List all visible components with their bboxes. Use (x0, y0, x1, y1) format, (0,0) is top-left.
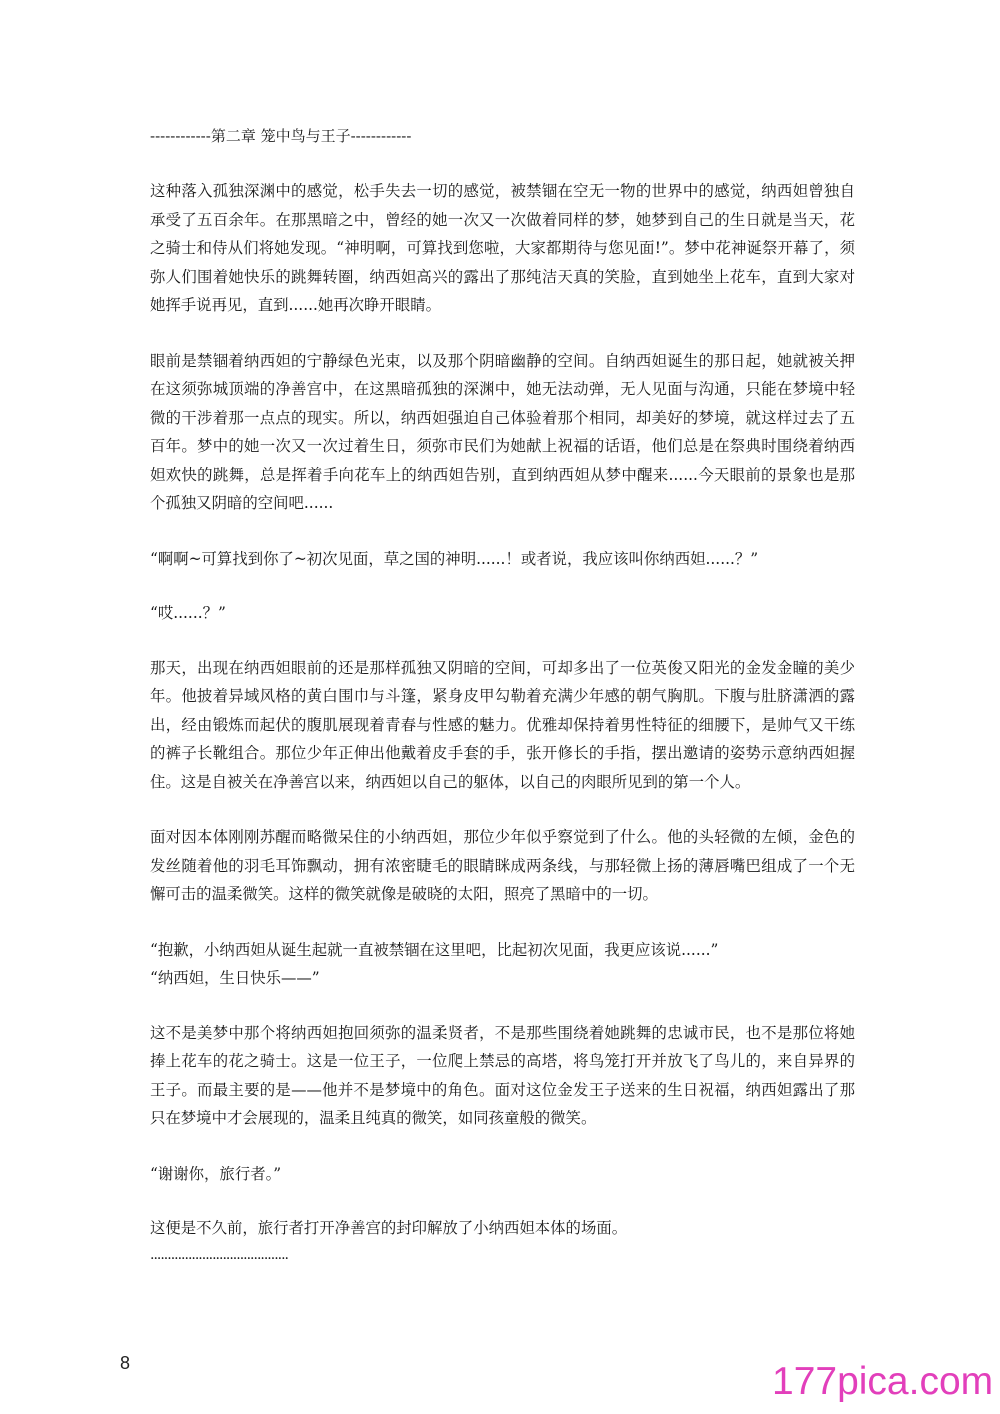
paragraph-1: 这种落入孤独深渊中的感觉，松手失去一切的感觉，被禁锢在空无一物的世界中的感觉，纳西妲曾独自承受了五百余年。在那黑暗之中，曾经的她一次又一次做着同样的梦，她梦到自己的生日就是当天，花之骑士和侍从们将她发现。“神明啊，可算找到您啦，大家都期待与您见面!”。梦中花神诞祭开幕了，须弥人们围着她快乐的跳舞转圈，纳西妲高兴的露出了那纯洁天真的笑脸，直到她坐上花车，直到大家对她挥手说再见，直到......她再次睁开眼睛。 (150, 182, 855, 314)
dialogue-line-3b: “纳西妲，生日快乐——” (150, 969, 320, 987)
dialogue-line-4: “谢谢你，旅行者。” (150, 1164, 282, 1183)
dialogue-line-3a: “抱歉，小纳西妲从诞生起就一直被禁锢在这里吧，比起初次见面，我更应该说......” (150, 940, 719, 959)
paragraph-6: 这便是不久前，旅行者打开净善宫的封印解放了小纳西妲本体的场面。 (150, 1219, 628, 1237)
paragraph-5: 这不是美梦中那个将纳西妲抱回须弥的温柔贤者，不是那些围绕着她跳舞的忠诚市民，也不是那位将她捧上花车的花之骑士。这是一位王子，一位爬上禁忌的高塔，将鸟笼打开并放飞了鸟儿的，来自异界的王子。而最主要的是——他并不是梦境中的角色。面对这位金发王子送来的生日祝福，纳西妲露出了那只在梦境中才会展现的，温柔且纯真的微笑，如同孩童般的微笑。 (150, 1023, 855, 1127)
dialogue-line-1: “啊啊~可算找到你了~初次见面，草之国的神明......！或者说，我应该叫你纳西妲......？” (150, 549, 759, 568)
paragraph-2: 眼前是禁锢着纳西妲的宁静绿色光束，以及那个阴暗幽静的空间。自纳西妲诞生的那日起，她就被关押在这须弥城顶端的净善宫中，在这黑暗孤独的深渊中，她无法动弹，无人见面与沟通，只能在梦境中轻微的干涉着那一点点的现实。所以，纳西妲强迫自己体验着那个相同，却美好的梦境，就这样过去了五百年。梦中的她一次又一次过着生日，须弥市民们为她献上祝福的话语，他们总是在祭典时围绕着纳西妲欢快的跳舞，总是挥着手向花车上的纳西妲告别，直到纳西妲从梦中醒来......今天眼前的景象也是那个孤独又阴暗的空间吧...... (150, 351, 855, 512)
paragraph-3: 那天，出现在纳西妲眼前的还是那样孤独又阴暗的空间，可却多出了一位英俊又阳光的金发金瞳的美少年。他披着异域风格的黄白围巾与斗篷，紧身皮甲勾勒着充满少年感的朝气胸肌。下腹与肚脐潇洒的露出，经由锻炼而起伏的腹肌展现着青春与性感的魅力。优雅却保持着男性特征的细腰下，是帅气又干练的裤子长靴组合。那位少年正伸出他戴着皮手套的手，张开修长的手指，摆出邀请的姿势示意纳西妲握住。这是自被关在净善宫以来，纳西妲以自己的躯体，以自己的肉眼所见到的第一个人。 (150, 658, 855, 791)
watermark: 177pica.com (772, 1360, 994, 1403)
dialogue-line-2: “哎......？” (150, 604, 226, 622)
paragraph-4: 面对因本体刚刚苏醒而略微呆住的小纳西妲，那位少年似乎察觉到了什么。他的头轻微的左倾，金色的发丝随着他的羽毛耳饰飘动，拥有浓密睫毛的眼睛眯成两条线，与那轻微上扬的薄唇嘴巴组成了一个无懈可击的温柔微笑。这样的微笑就像是破晓的太阳，照亮了黑暗中的一切。 (150, 828, 855, 903)
dialogue-group (150, 936, 855, 993)
page-number: 8 (120, 1353, 131, 1373)
page-content (150, 125, 855, 1262)
chapter-title: ------------第二章 笼中鸟与王子------------ (150, 127, 412, 145)
ellipsis-line: ........................................ (150, 1246, 289, 1263)
